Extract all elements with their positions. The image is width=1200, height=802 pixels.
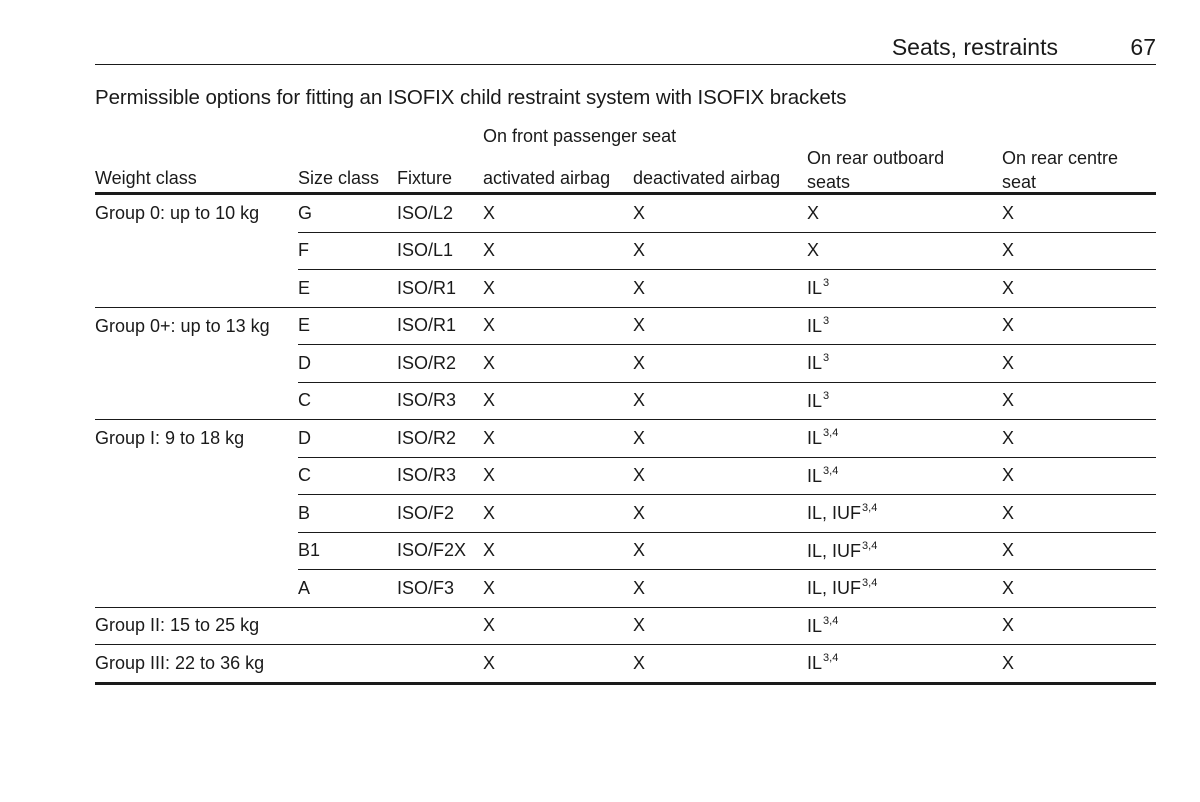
footnote-superscript: 3,4 (862, 539, 878, 552)
size-class-cell-text: C (298, 390, 311, 411)
weight-class-cell (95, 420, 298, 458)
rear-centre-cell-text: X (1002, 277, 1015, 298)
activated-airbag-cell (483, 645, 633, 684)
size-class-cell-text: F (298, 240, 309, 261)
deactivated-airbag-cell-text: X (633, 315, 646, 336)
rear-centre-cell-text: X (1002, 540, 1015, 561)
activated-airbag-cell (483, 457, 633, 495)
fixture-cell-text: ISO/R1 (397, 315, 457, 336)
size-class-cell (298, 232, 397, 270)
deactivated-airbag-cell (633, 495, 807, 533)
deactivated-airbag-cell (633, 645, 807, 684)
rear-centre-cell-text: X (1002, 465, 1015, 486)
page-number: 67 (1130, 34, 1156, 60)
activated-airbag-cell-text: X (483, 577, 496, 598)
rear-centre-cell (1002, 232, 1156, 270)
activated-airbag-cell (483, 307, 633, 345)
rear-outboard-cell-text: X (807, 240, 820, 261)
rear-outboard-cell (807, 495, 1002, 533)
weight-class-cell (95, 532, 298, 570)
rear-outboard-cell-text: IL (807, 465, 823, 486)
table-row (95, 570, 1156, 608)
activated-airbag-cell (483, 345, 633, 383)
deactivated-airbag-cell-text: X (633, 277, 646, 298)
rear-centre-cell-text: X (1002, 427, 1015, 448)
rear-centre-cell (1002, 457, 1156, 495)
deactivated-airbag-cell-text: X (633, 465, 646, 486)
rear-outboard-cell-text: IL (807, 278, 823, 299)
size-class-cell-text: A (298, 577, 311, 598)
rear-outboard-cell (807, 270, 1002, 308)
table-row (95, 645, 1156, 684)
rear-centre-cell (1002, 532, 1156, 570)
weight-class-header: Weight class (95, 168, 197, 188)
activated-airbag-cell-text: X (483, 427, 496, 448)
deactivated-airbag-cell (633, 457, 807, 495)
rear-outboard-cell (807, 645, 1002, 684)
weight-class-cell (95, 232, 298, 270)
rear-centre-cell (1002, 345, 1156, 383)
deactivated-airbag-cell (633, 345, 807, 383)
rear-outboard-cell (807, 307, 1002, 345)
deactivated-airbag-cell-text: X (633, 652, 646, 673)
rear-centre-cell-text: X (1002, 240, 1015, 261)
rear-outboard-cell-text: IL (807, 653, 823, 674)
deactivated-airbag-cell-text: X (633, 540, 646, 561)
fixture-cell (397, 495, 483, 533)
deactivated-airbag-cell (633, 307, 807, 345)
fixture-cell-text: ISO/F2X (397, 540, 467, 561)
size-class-cell-text: E (298, 277, 311, 298)
activated-airbag-cell-text: X (483, 352, 496, 373)
rear-outboard-cell (807, 532, 1002, 570)
fixture-cell (397, 532, 483, 570)
size-class-cell-text: D (298, 427, 311, 448)
fixture-cell (397, 457, 483, 495)
size-class-cell-text: C (298, 465, 311, 486)
activated-airbag-cell-text: X (483, 502, 496, 523)
rear-centre-cell (1002, 607, 1156, 645)
deactivated-airbag-cell (633, 382, 807, 420)
activated-airbag-cell (483, 495, 633, 533)
rear-outboard-cell-text: IL (807, 428, 823, 449)
size-class-cell (298, 495, 397, 533)
size-class-cell-text: B1 (298, 540, 321, 561)
rear-outboard-cell (807, 345, 1002, 383)
rear-outboard-cell-text: IL (807, 353, 823, 374)
fixture-cell (397, 194, 483, 233)
deactivated-airbag-header: deactivated airbag (633, 168, 781, 188)
weight-class-cell (95, 457, 298, 495)
rear-centre-cell (1002, 495, 1156, 533)
rear-outboard-header-line1: On rear outboard (807, 148, 945, 168)
deactivated-airbag-cell-text: X (633, 202, 646, 223)
table-row (95, 420, 1156, 458)
footnote-superscript: 3,4 (862, 577, 878, 590)
activated-airbag-cell-text: X (483, 240, 496, 261)
activated-airbag-cell (483, 382, 633, 420)
fixture-cell (397, 570, 483, 608)
deactivated-airbag-cell-text: X (633, 352, 646, 373)
fixture-cell-text: ISO/R1 (397, 277, 457, 298)
deactivated-airbag-cell (633, 420, 807, 458)
size-class-cell (298, 420, 397, 458)
rear-centre-cell (1002, 645, 1156, 684)
fixture-cell (397, 307, 483, 345)
weight-class-cell-text: Group I: 9 to 18 kg (95, 428, 245, 448)
deactivated-airbag-cell-text: X (633, 577, 646, 598)
rear-outboard-cell (807, 420, 1002, 458)
fixture-cell-text: ISO/L2 (397, 202, 454, 223)
fixture-cell-text: ISO/R2 (397, 427, 457, 448)
size-class-cell (298, 607, 397, 645)
section-title: Seats, restraints (891, 34, 1058, 60)
rear-centre-cell (1002, 194, 1156, 233)
rear-centre-cell-text: X (1002, 390, 1015, 411)
rear-outboard-cell-text: IL (807, 615, 823, 636)
rear-centre-cell (1002, 420, 1156, 458)
activated-airbag-cell-text: X (483, 315, 496, 336)
rear-outboard-cell-text: IL, IUF (807, 540, 862, 561)
fixture-header: Fixture (397, 168, 453, 188)
deactivated-airbag-cell (633, 194, 807, 233)
fixture-cell-text: ISO/R3 (397, 465, 457, 486)
rear-centre-header (1002, 148, 1156, 190)
footnote-superscript: 3 (823, 352, 830, 365)
fixture-cell-text: ISO/L1 (397, 240, 454, 261)
fixture-cell-text: ISO/R3 (397, 390, 457, 411)
rear-centre-cell-text: X (1002, 352, 1015, 373)
deactivated-airbag-cell (633, 570, 807, 608)
fixture-cell (397, 420, 483, 458)
size-class-cell (298, 345, 397, 383)
rear-centre-header-line1: On rear centre (1002, 148, 1119, 168)
rear-centre-header-line2: seat (1002, 172, 1037, 192)
rear-outboard-cell (807, 194, 1002, 233)
size-class-cell-text: D (298, 352, 311, 373)
activated-airbag-cell-text: X (483, 615, 496, 636)
deactivated-airbag-cell-text: X (633, 502, 646, 523)
fixture-cell (397, 382, 483, 420)
activated-airbag-header: activated airbag (483, 168, 611, 188)
footnote-superscript: 3 (823, 314, 830, 327)
activated-airbag-cell-text: X (483, 465, 496, 486)
deactivated-airbag-cell-text: X (633, 240, 646, 261)
deactivated-airbag-cell-text: X (633, 615, 646, 636)
footnote-superscript: 3,4 (823, 464, 839, 477)
table-row (95, 270, 1156, 308)
rear-outboard-cell-text: IL, IUF (807, 503, 862, 524)
size-class-cell-text: G (298, 202, 313, 223)
weight-class-cell-text: Group 0+: up to 13 kg (95, 315, 270, 336)
footnote-superscript: 3,4 (823, 614, 839, 627)
weight-class-cell-text: Group II: 15 to 25 kg (95, 615, 260, 636)
rear-outboard-cell-text: IL (807, 390, 823, 411)
rear-outboard-cell (807, 607, 1002, 645)
table-row (95, 532, 1156, 570)
activated-airbag-cell-text: X (483, 277, 496, 298)
table-row (95, 382, 1156, 420)
size-class-cell (298, 307, 397, 345)
table-row (95, 495, 1156, 533)
size-class-cell (298, 270, 397, 308)
activated-airbag-cell-text: X (483, 202, 496, 223)
footnote-superscript: 3 (823, 389, 830, 402)
activated-airbag-cell (483, 420, 633, 458)
weight-class-cell (95, 607, 298, 645)
weight-class-cell-text: Group 0: up to 10 kg (95, 203, 260, 223)
size-class-header: Size class (298, 168, 380, 188)
fixture-cell (397, 645, 483, 684)
rear-centre-cell-text: X (1002, 202, 1015, 223)
deactivated-airbag-cell (633, 270, 807, 308)
fixture-cell (397, 270, 483, 308)
footnote-superscript: 3,4 (823, 427, 839, 440)
size-class-cell (298, 382, 397, 420)
rear-centre-cell (1002, 307, 1156, 345)
fixture-cell-text: ISO/R2 (397, 352, 457, 373)
size-class-cell (298, 532, 397, 570)
header-row-columns (95, 152, 1156, 194)
rear-outboard-cell-text: IL, IUF (807, 578, 862, 599)
page-header (95, 30, 1156, 65)
weight-class-cell (95, 307, 298, 345)
rear-centre-cell-text: X (1002, 652, 1015, 673)
footnote-superscript: 3,4 (823, 652, 839, 665)
rear-outboard-cell (807, 232, 1002, 270)
size-class-cell (298, 457, 397, 495)
table-row (95, 194, 1156, 233)
table-row (95, 345, 1156, 383)
weight-class-cell-text: Group III: 22 to 36 kg (95, 652, 265, 673)
deactivated-airbag-cell (633, 607, 807, 645)
rear-centre-cell-text: X (1002, 615, 1015, 636)
deactivated-airbag-cell (633, 232, 807, 270)
table-title: Permissible options for fitting an ISOFIX child restraint system with ISOFIX brackets (95, 86, 847, 109)
rear-outboard-header-line2: seats (807, 172, 851, 192)
table-row (95, 607, 1156, 645)
rear-centre-cell-text: X (1002, 315, 1015, 336)
rear-centre-cell (1002, 382, 1156, 420)
rear-outboard-cell (807, 457, 1002, 495)
activated-airbag-cell (483, 607, 633, 645)
front-passenger-seat-header: On front passenger seat (483, 126, 677, 146)
weight-class-cell (95, 270, 298, 308)
weight-class-cell (95, 645, 298, 684)
rear-outboard-cell-text: X (807, 202, 820, 223)
rear-centre-cell-text: X (1002, 577, 1015, 598)
table-row (95, 307, 1156, 345)
table-row (95, 232, 1156, 270)
deactivated-airbag-cell (633, 532, 807, 570)
fixture-cell-text: ISO/F2 (397, 502, 455, 523)
rear-centre-cell (1002, 270, 1156, 308)
size-class-cell (298, 570, 397, 608)
isofix-table (95, 124, 1156, 685)
activated-airbag-cell (483, 194, 633, 233)
fixture-cell (397, 232, 483, 270)
fixture-cell (397, 607, 483, 645)
rear-outboard-cell (807, 570, 1002, 608)
table-body (95, 194, 1156, 684)
deactivated-airbag-cell-text: X (633, 427, 646, 448)
activated-airbag-cell (483, 270, 633, 308)
size-class-cell-text: E (298, 315, 311, 336)
weight-class-cell (95, 382, 298, 420)
weight-class-cell (95, 570, 298, 608)
rear-outboard-cell (807, 382, 1002, 420)
deactivated-airbag-cell-text: X (633, 390, 646, 411)
fixture-cell-text: ISO/F3 (397, 577, 455, 598)
size-class-cell (298, 645, 397, 684)
size-class-cell-text: B (298, 502, 311, 523)
rear-centre-cell-text: X (1002, 502, 1015, 523)
activated-airbag-cell-text: X (483, 540, 496, 561)
activated-airbag-cell (483, 232, 633, 270)
rear-outboard-header (807, 148, 1002, 190)
activated-airbag-cell-text: X (483, 652, 496, 673)
weight-class-cell (95, 345, 298, 383)
activated-airbag-cell-text: X (483, 390, 496, 411)
fixture-cell (397, 345, 483, 383)
rear-centre-cell (1002, 570, 1156, 608)
activated-airbag-cell (483, 532, 633, 570)
activated-airbag-cell (483, 570, 633, 608)
footnote-superscript: 3,4 (862, 502, 878, 515)
weight-class-cell (95, 194, 298, 233)
table-row (95, 457, 1156, 495)
footnote-superscript: 3 (823, 277, 830, 290)
rear-outboard-cell-text: IL (807, 315, 823, 336)
weight-class-cell (95, 495, 298, 533)
size-class-cell (298, 194, 397, 233)
